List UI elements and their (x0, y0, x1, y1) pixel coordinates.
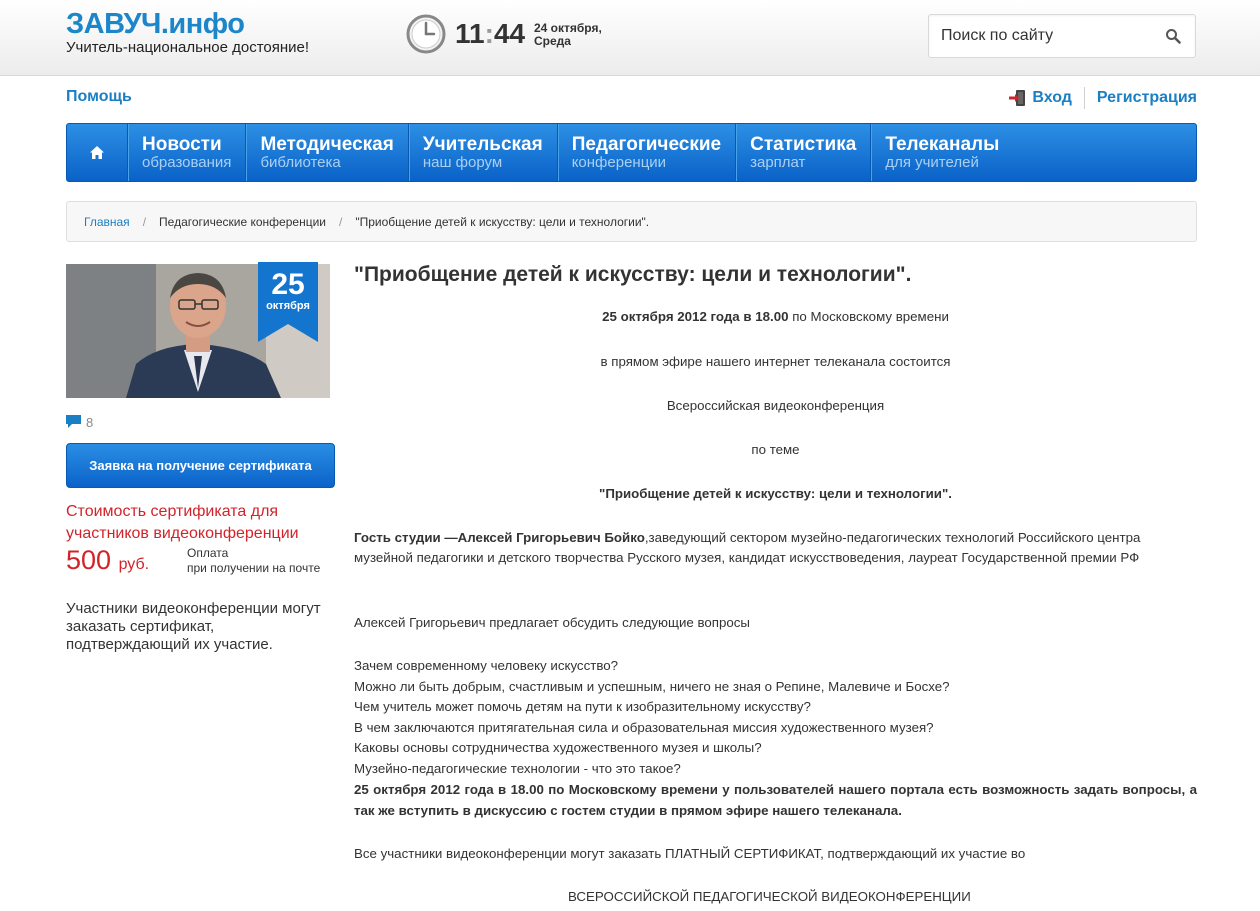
article-air-line: в прямом эфире нашего интернет телеканала состоится (600, 354, 951, 369)
question-item: В чем заключаются притягательная сила и образовательная миссия художественного музея? (354, 719, 934, 735)
clock-time: 11:44 (455, 18, 526, 49)
price-note: Оплата при получении на почте (187, 546, 321, 575)
article-guest: Гость студии —Алексей Григорьевич Бойко,заведующий сектором музейно-педагогических технологий Российского центра музейной педагогики и детского творчества Русского музея, кандидат искусствоведения, лауреат Государственной премии РФ (354, 530, 1141, 565)
nav-title: Методическая (260, 134, 394, 155)
nav-title: Телеканалы (885, 134, 1000, 155)
article-questions (354, 656, 1197, 779)
article-conference-line: Всероссийская видеоконференция (666, 398, 885, 413)
nav-subtitle: конференции (571, 154, 667, 171)
question-item: Чем учитель может помочь детям на пути к изобразительному искусству? (354, 699, 811, 714)
search-icon[interactable] (1165, 28, 1181, 44)
article-offer: Алексей Григорьевич предлагает обсудить следующие вопросы (354, 615, 750, 630)
nav-title: Педагогические (571, 134, 722, 155)
article-participants: Все участники видеоконференции могут заказать ПЛАТНЫЙ СЕРТИФИКАТ, подтверждающий их участие во (354, 846, 1026, 861)
certificate-info: Участники видеоконференции могут заказать сертификат, подтверждающий их участие. (66, 600, 321, 653)
comments-number: 8 (86, 414, 94, 430)
breadcrumb-section[interactable]: Педагогические конференции (159, 214, 326, 229)
article-topic-title: "Приобщение детей к искусству: цели и технологии". (599, 486, 952, 501)
date-badge (258, 262, 318, 342)
nav-subtitle: библиотека (260, 154, 341, 171)
article-caps-line: ВСЕРОССИЙСКОЙ ПЕДАГОГИЧЕСКОЙ ВИДЕОКОНФЕРЕНЦИИ (568, 889, 971, 904)
badge-month: октября (266, 300, 310, 312)
nav-subtitle: наш форум (422, 154, 503, 171)
article-header (354, 262, 1197, 288)
nav-home[interactable] (67, 124, 128, 181)
breadcrumb-current: "Приобщение детей к искусству: цели и технологии". (355, 214, 650, 229)
breadcrumb-divider: / (142, 214, 147, 229)
price-value: 500 руб. (66, 545, 150, 575)
question-item: Зачем современному человеку искусство? (354, 658, 619, 673)
price-title: Стоимость сертификата для участников видеоконференции (66, 503, 299, 542)
nav-tv[interactable] (871, 124, 1013, 181)
nav-subtitle: для учителей (885, 154, 979, 171)
nav-library[interactable] (246, 124, 408, 181)
home-icon (89, 145, 105, 160)
nav-title: Учительская (422, 134, 543, 155)
login-link[interactable]: Вход (1032, 89, 1072, 106)
search-input[interactable] (929, 15, 1139, 57)
auth-links (1008, 86, 1197, 110)
site-logo[interactable]: ЗАВУЧ.инфо (66, 8, 245, 40)
site-header (0, 0, 1260, 76)
breadcrumb (66, 201, 1197, 242)
nav-conferences[interactable] (558, 124, 736, 181)
article-title: "Приобщение детей к искусству: цели и технологии". (354, 263, 912, 286)
certificate-request-button[interactable]: Заявка на получение сертификата (66, 443, 335, 488)
login-icon[interactable] (1008, 89, 1026, 107)
breadcrumb-divider: / (338, 214, 343, 229)
nav-forum[interactable] (409, 124, 558, 181)
nav-title: Статистика (750, 134, 857, 155)
nav-statistics[interactable] (736, 124, 871, 181)
auth-divider (1084, 87, 1085, 109)
nav-subtitle: образования (142, 154, 232, 171)
question-item: Можно ли быть добрым, счастливым и успешным, ничего не зная о Репине, Малевиче и Босхе? (354, 678, 950, 694)
nav-subtitle: зарплат (750, 154, 806, 171)
help-link[interactable]: Помощь (66, 88, 132, 105)
question-item: Каковы основы сотрудничества художественного музея и школы? (354, 740, 762, 755)
article-date-line: 25 октября 2012 года в 18.00 по Московскому времени (602, 309, 949, 324)
register-link[interactable]: Регистрация (1096, 89, 1197, 106)
breadcrumb-home[interactable]: Главная (84, 214, 130, 229)
question-item: Музейно-педагогические технологии - что это такое? (354, 760, 681, 776)
nav-news[interactable] (128, 124, 246, 181)
comment-icon (66, 415, 81, 429)
site-slogan: Учитель-национальное достояние! (66, 39, 310, 56)
search-box (928, 14, 1196, 58)
clock-date: 24 октября, Среда (534, 21, 602, 48)
clock-icon (406, 14, 446, 54)
article-notice: 25 октября 2012 года в 18.00 по Московскому времени у пользователей нашего портала есть возможность задать вопросы, а так же вступить в дискуссию с гостем студии в прямом эфире нашего телеканала. (354, 782, 1197, 818)
article-topic-label: по теме (751, 442, 800, 457)
main-nav (66, 123, 1197, 182)
badge-day: 25 (271, 268, 305, 301)
nav-title: Новости (142, 134, 222, 155)
comments-count[interactable] (66, 414, 93, 430)
